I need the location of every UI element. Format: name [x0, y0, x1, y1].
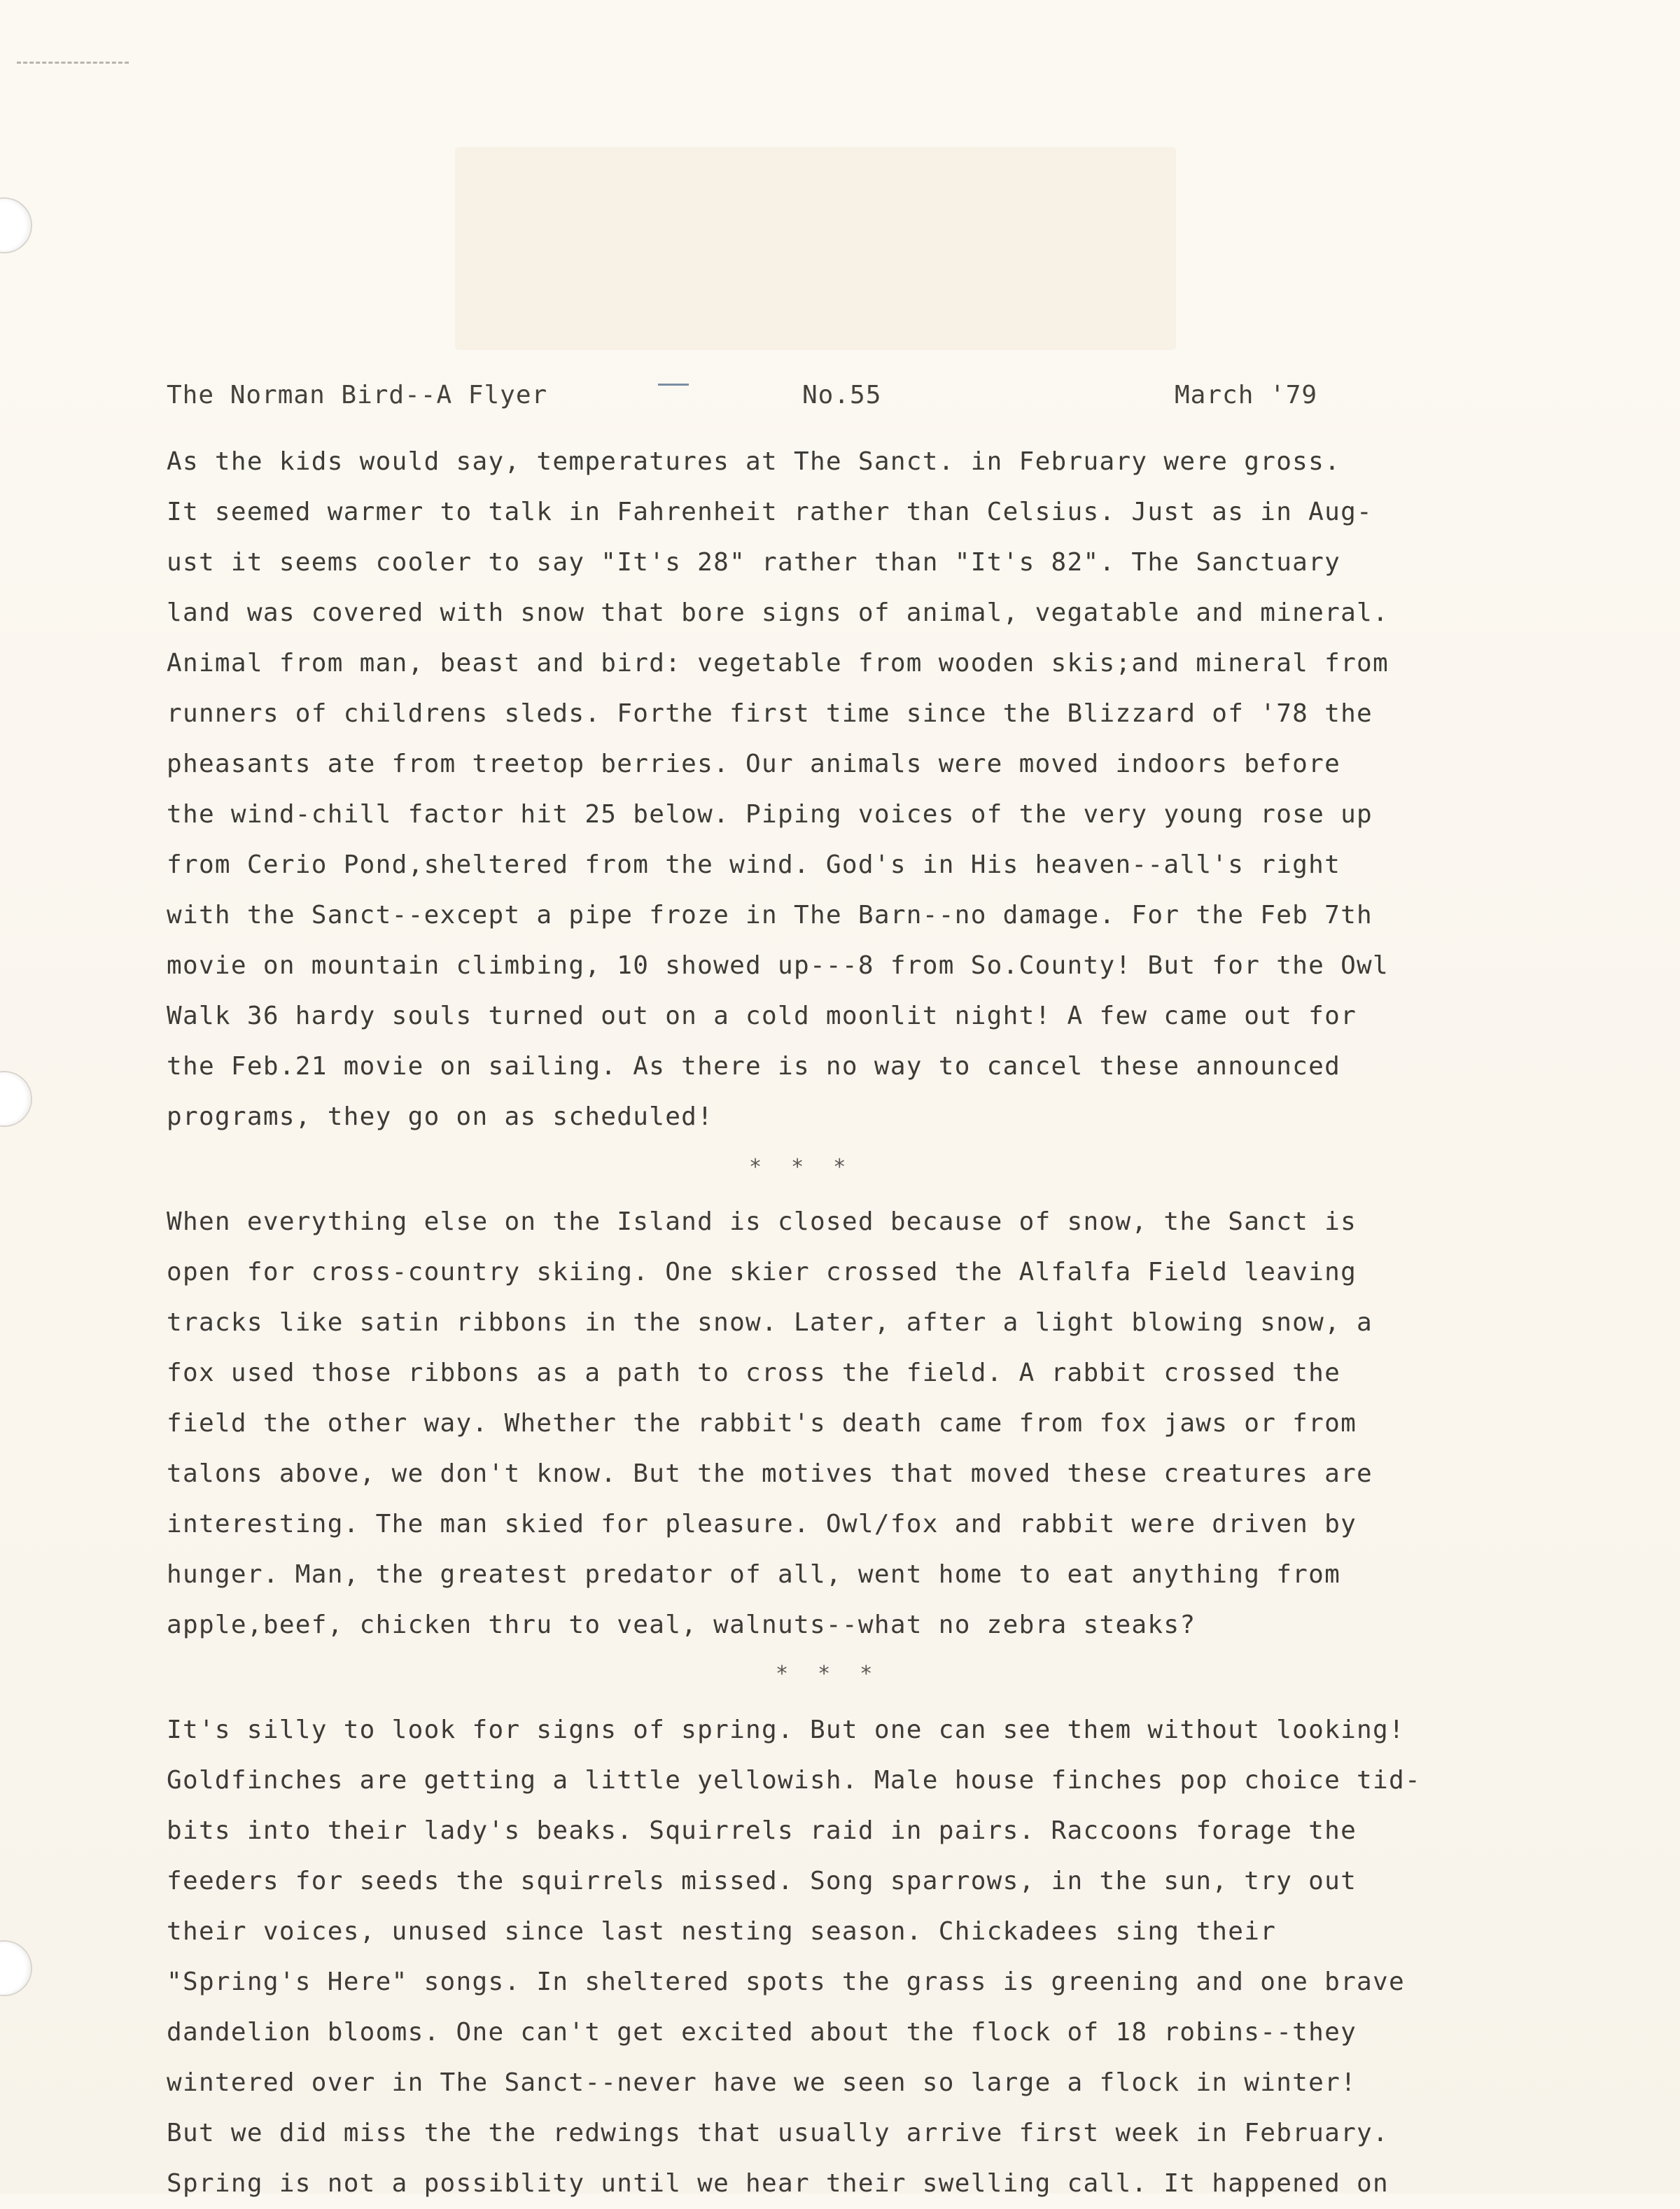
newsletter-title: The Norman Bird--A Flyer [167, 381, 548, 409]
paragraph-skiing [167, 1197, 1497, 1650]
text-line: the Feb.21 movie on sailing. As there is no way to cancel these announced [167, 1052, 1341, 1081]
text-line: Animal from man, beast and bird: vegetable from wooden skis;and mineral from [167, 649, 1390, 678]
text-line: bits into their lady's beaks. Squirrels raid in pairs. Raccoons forage the [167, 1816, 1357, 1845]
issue-date: March '79 [1175, 381, 1318, 409]
text-line: Goldfinches are getting a little yellowish. Male house finches pop choice tid- [167, 1766, 1421, 1795]
text-line: programs, they go on as scheduled! [167, 1102, 714, 1131]
text-line: open for cross-country skiing. One skier crossed the Alfalfa Field leaving [167, 1258, 1357, 1286]
text-line: wintered over in The Sanct--never have we seen so large a flock in winter! [167, 2068, 1357, 2097]
punch-hole-middle [0, 1071, 32, 1127]
text-line: It seemed warmer to talk in Fahrenheit rather than Celsius. Just as in Aug- [167, 498, 1373, 526]
paper-stain [455, 147, 1176, 350]
newsletter-header [167, 381, 1427, 412]
text-line: Spring is not a possiblity until we hear their swelling call. It happened on [167, 2169, 1390, 2198]
ink-dash [658, 384, 689, 386]
text-line: Walk 36 hardy souls turned out on a cold moonlit night! A few came out for [167, 1002, 1357, 1030]
text-line: movie on mountain climbing, 10 showed up---8 from So.County! But for the Owl [167, 951, 1390, 980]
text-line: interesting. The man skied for pleasure. Owl/fox and rabbit were driven by [167, 1510, 1357, 1538]
text-line: dandelion blooms. One can't get excited about the flock of 18 robins--they [167, 2018, 1357, 2047]
section-separator: * * * [776, 1662, 881, 1686]
punch-hole-top [0, 197, 32, 253]
paragraph-spring [167, 1705, 1497, 2209]
text-line: fox used those ribbons as a path to cross the field. A rabbit crossed the [167, 1359, 1341, 1387]
text-line: their voices, unused since last nesting season. Chickadees sing their [167, 1917, 1277, 1946]
text-line: pheasants ate from treetop berries. Our animals were moved indoors before [167, 750, 1341, 778]
ink-mark [17, 62, 129, 72]
text-line: tracks like satin ribbons in the snow. Later, after a light blowing snow, a [167, 1308, 1373, 1337]
text-line: land was covered with snow that bore signs of animal, vegatable and mineral. [167, 598, 1390, 627]
text-line: from Cerio Pond,sheltered from the wind. God's in His heaven--all's right [167, 850, 1341, 879]
text-line: runners of childrens sleds. Forthe first time since the Blizzard of '78 the [167, 699, 1373, 728]
paragraph-weather [167, 437, 1497, 1142]
issue-number: No.55 [802, 381, 882, 409]
text-line: But we did miss the the redwings that usually arrive first week in February. [167, 2119, 1390, 2147]
text-line: feeders for seeds the squirrels missed. Song sparrows, in the sun, try out [167, 1867, 1357, 1895]
text-line: hunger. Man, the greatest predator of all, went home to eat anything from [167, 1560, 1341, 1589]
text-line: ust it seems cooler to say "It's 28" rather than "It's 82". The Sanctuary [167, 548, 1341, 577]
text-line: It's silly to look for signs of spring. But one can see them without looking! [167, 1716, 1405, 1744]
section-separator: * * * [749, 1155, 855, 1179]
text-line: field the other way. Whether the rabbit's death came from fox jaws or from [167, 1409, 1357, 1438]
text-line: When everything else on the Island is closed because of snow, the Sanct is [167, 1207, 1357, 1236]
text-line: "Spring's Here" songs. In sheltered spots the grass is greening and one brave [167, 1968, 1405, 1996]
text-line: talons above, we don't know. But the motives that moved these creatures are [167, 1459, 1373, 1488]
punch-hole-bottom [0, 1940, 32, 1996]
text-line: As the kids would say, temperatures at The Sanct. in February were gross. [167, 447, 1341, 476]
text-line: apple,beef, chicken thru to veal, walnuts--what no zebra steaks? [167, 1611, 1196, 1639]
text-line: the wind-chill factor hit 25 below. Piping voices of the very young rose up [167, 800, 1373, 829]
text-line: with the Sanct--except a pipe froze in The Barn--no damage. For the Feb 7th [167, 901, 1373, 930]
